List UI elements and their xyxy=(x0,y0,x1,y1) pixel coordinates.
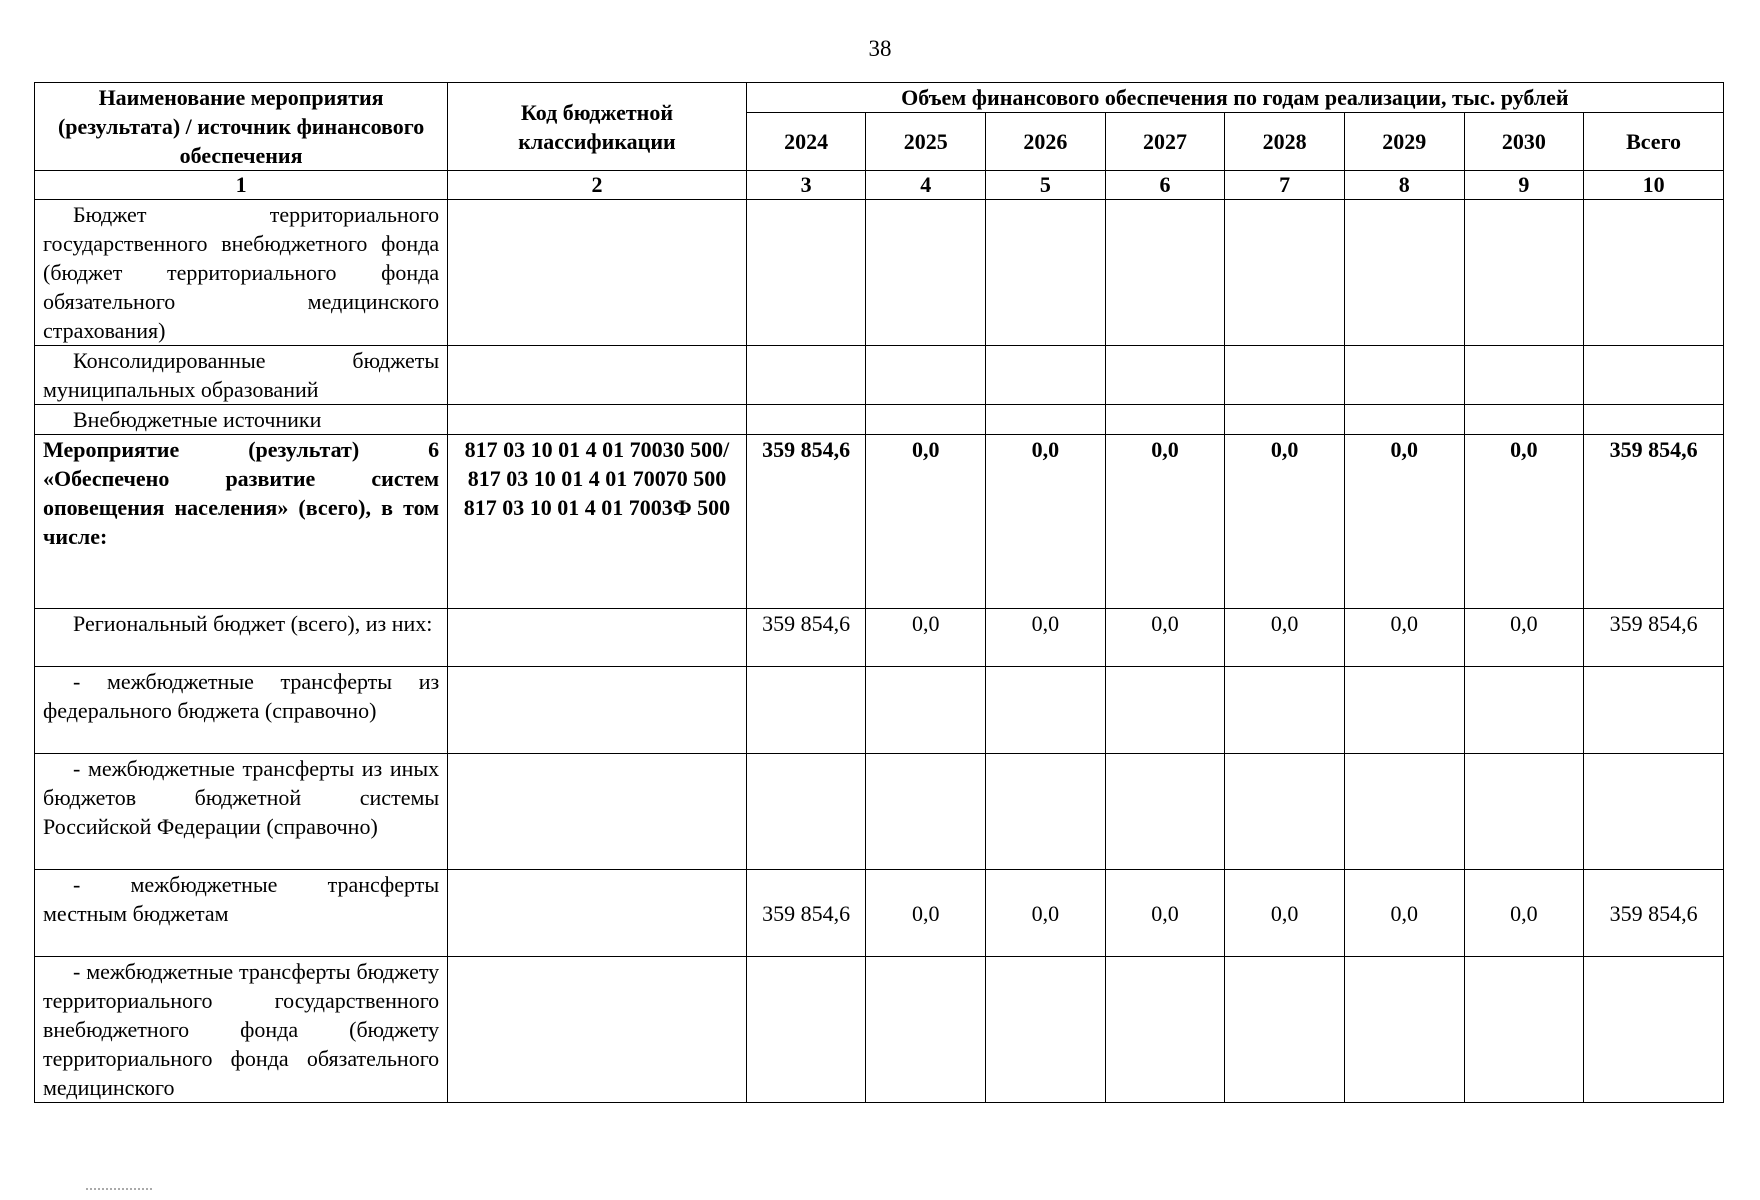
value-cell xyxy=(1105,200,1225,346)
value-cell xyxy=(1225,957,1345,1103)
header-year: 2028 xyxy=(1225,113,1345,171)
table-row xyxy=(35,870,1724,957)
row-name: - межбюджетные трансферты местным бюджетам xyxy=(35,870,448,957)
value-cell: 0,0 xyxy=(866,435,986,609)
value-cell xyxy=(1344,667,1464,754)
header-year: 2026 xyxy=(986,113,1106,171)
total-cell xyxy=(1584,667,1724,754)
value-cell xyxy=(1344,957,1464,1103)
value-cell xyxy=(866,667,986,754)
value-cell xyxy=(866,200,986,346)
budget-code-line: 817 03 10 01 4 01 70070 500 xyxy=(467,466,727,491)
value-cell xyxy=(866,405,986,435)
column-number: 4 xyxy=(866,171,986,200)
value-cell xyxy=(1464,667,1584,754)
value-cell xyxy=(1105,754,1225,870)
column-numbers-row xyxy=(35,171,1724,200)
value-cell: 0,0 xyxy=(1464,870,1584,957)
row-code xyxy=(448,405,747,435)
value-cell xyxy=(746,667,866,754)
value-cell: 0,0 xyxy=(1344,609,1464,667)
value-cell: 0,0 xyxy=(1464,435,1584,609)
row-name: - межбюджетные трансферты из федерального бюджета (справочно) xyxy=(35,667,448,754)
row-code xyxy=(448,957,747,1103)
column-number: 5 xyxy=(986,171,1106,200)
total-cell: 359 854,6 xyxy=(1584,435,1724,609)
value-cell xyxy=(1464,754,1584,870)
value-cell xyxy=(1464,200,1584,346)
financing-table xyxy=(34,82,1724,1103)
value-cell: 0,0 xyxy=(866,609,986,667)
header-year: 2024 xyxy=(746,113,866,171)
value-cell: 0,0 xyxy=(1105,609,1225,667)
value-cell xyxy=(1225,200,1345,346)
value-cell xyxy=(1344,346,1464,405)
row-name: Мероприятие (результат) 6 «Обеспечено развитие систем оповещения населения» (всего), в том числе: xyxy=(35,435,448,609)
total-cell xyxy=(1584,346,1724,405)
value-cell xyxy=(986,957,1106,1103)
value-cell xyxy=(746,346,866,405)
value-cell xyxy=(866,957,986,1103)
value-cell xyxy=(866,754,986,870)
value-cell: 0,0 xyxy=(1225,870,1345,957)
row-code xyxy=(448,200,747,346)
value-cell xyxy=(746,754,866,870)
header-year: 2027 xyxy=(1105,113,1225,171)
column-number: 1 xyxy=(35,171,448,200)
row-name: Бюджет территориального государственного внебюджетного фонда (бюджет территориального фонда обязательного медицинского страхования) xyxy=(35,200,448,346)
value-cell xyxy=(986,405,1106,435)
table-row xyxy=(35,346,1724,405)
column-number: 3 xyxy=(746,171,866,200)
row-name: Региональный бюджет (всего), из них: xyxy=(35,609,448,667)
row-code xyxy=(448,754,747,870)
value-cell: 0,0 xyxy=(1225,435,1345,609)
value-cell xyxy=(1105,667,1225,754)
row-name: Внебюджетные источники xyxy=(35,405,448,435)
column-number: 10 xyxy=(1584,171,1724,200)
row-code xyxy=(448,435,747,609)
value-cell xyxy=(866,346,986,405)
value-cell: 0,0 xyxy=(1105,870,1225,957)
table-row xyxy=(35,957,1724,1103)
header-code: Код бюджетной классификации xyxy=(448,83,747,171)
value-cell xyxy=(1344,200,1464,346)
value-cell xyxy=(1464,405,1584,435)
value-cell: 0,0 xyxy=(986,435,1106,609)
header-year: 2030 xyxy=(1464,113,1584,171)
column-number: 8 xyxy=(1344,171,1464,200)
column-number: 2 xyxy=(448,171,747,200)
total-cell xyxy=(1584,200,1724,346)
column-number: 9 xyxy=(1464,171,1584,200)
total-cell: 359 854,6 xyxy=(1584,609,1724,667)
column-number: 6 xyxy=(1105,171,1225,200)
header-year: 2025 xyxy=(866,113,986,171)
value-cell xyxy=(1464,346,1584,405)
value-cell xyxy=(1105,957,1225,1103)
value-cell xyxy=(1225,346,1345,405)
value-cell xyxy=(746,957,866,1103)
row-name: Консолидированные бюджеты муниципальных образований xyxy=(35,346,448,405)
value-cell xyxy=(986,754,1106,870)
row-name: - межбюджетные трансферты бюджету территориального государственного внебюджетного фонда (бюджету территориального фонда обязательного медицинского xyxy=(35,957,448,1103)
value-cell xyxy=(746,200,866,346)
value-cell: 0,0 xyxy=(1105,435,1225,609)
value-cell: 359 854,6 xyxy=(746,609,866,667)
budget-code-line: 817 03 10 01 4 01 7003Ф 500 xyxy=(463,495,731,520)
row-code xyxy=(448,667,747,754)
value-cell xyxy=(1225,667,1345,754)
total-cell xyxy=(1584,405,1724,435)
budget-code-line: 817 03 10 01 4 01 70030 500/ xyxy=(464,437,730,462)
value-cell xyxy=(986,667,1106,754)
value-cell xyxy=(1225,405,1345,435)
row-code xyxy=(448,609,747,667)
value-cell xyxy=(1344,754,1464,870)
value-cell: 359 854,6 xyxy=(746,435,866,609)
total-cell xyxy=(1584,957,1724,1103)
value-cell: 0,0 xyxy=(986,609,1106,667)
row-code xyxy=(448,346,747,405)
scan-artifact-mark xyxy=(86,1188,152,1193)
table-row xyxy=(35,609,1724,667)
row-name: - межбюджетные трансферты из иных бюджетов бюджетной системы Российской Федерации (справочно) xyxy=(35,754,448,870)
table-row xyxy=(35,435,1724,609)
row-code xyxy=(448,870,747,957)
value-cell: 0,0 xyxy=(1225,609,1345,667)
value-cell: 0,0 xyxy=(1344,435,1464,609)
value-cell: 0,0 xyxy=(986,870,1106,957)
page-number: 38 xyxy=(868,36,892,61)
header-funding-group: Объем финансового обеспечения по годам реализации, тыс. рублей xyxy=(746,83,1723,113)
value-cell xyxy=(1105,405,1225,435)
value-cell: 0,0 xyxy=(1344,870,1464,957)
total-cell xyxy=(1584,754,1724,870)
value-cell: 0,0 xyxy=(866,870,986,957)
column-number: 7 xyxy=(1225,171,1345,200)
total-cell: 359 854,6 xyxy=(1584,870,1724,957)
value-cell: 0,0 xyxy=(1464,609,1584,667)
header-year: 2029 xyxy=(1344,113,1464,171)
table-row xyxy=(35,200,1724,346)
value-cell xyxy=(746,405,866,435)
value-cell xyxy=(986,200,1106,346)
header-name: Наименование мероприятия (результата) / источник финансового обеспечения xyxy=(35,83,448,171)
header-total: Всего xyxy=(1584,113,1724,171)
table-row xyxy=(35,754,1724,870)
value-cell xyxy=(1344,405,1464,435)
table-row xyxy=(35,667,1724,754)
value-cell: 359 854,6 xyxy=(746,870,866,957)
value-cell xyxy=(986,346,1106,405)
table-row xyxy=(35,405,1724,435)
value-cell xyxy=(1105,346,1225,405)
value-cell xyxy=(1225,754,1345,870)
value-cell xyxy=(1464,957,1584,1103)
